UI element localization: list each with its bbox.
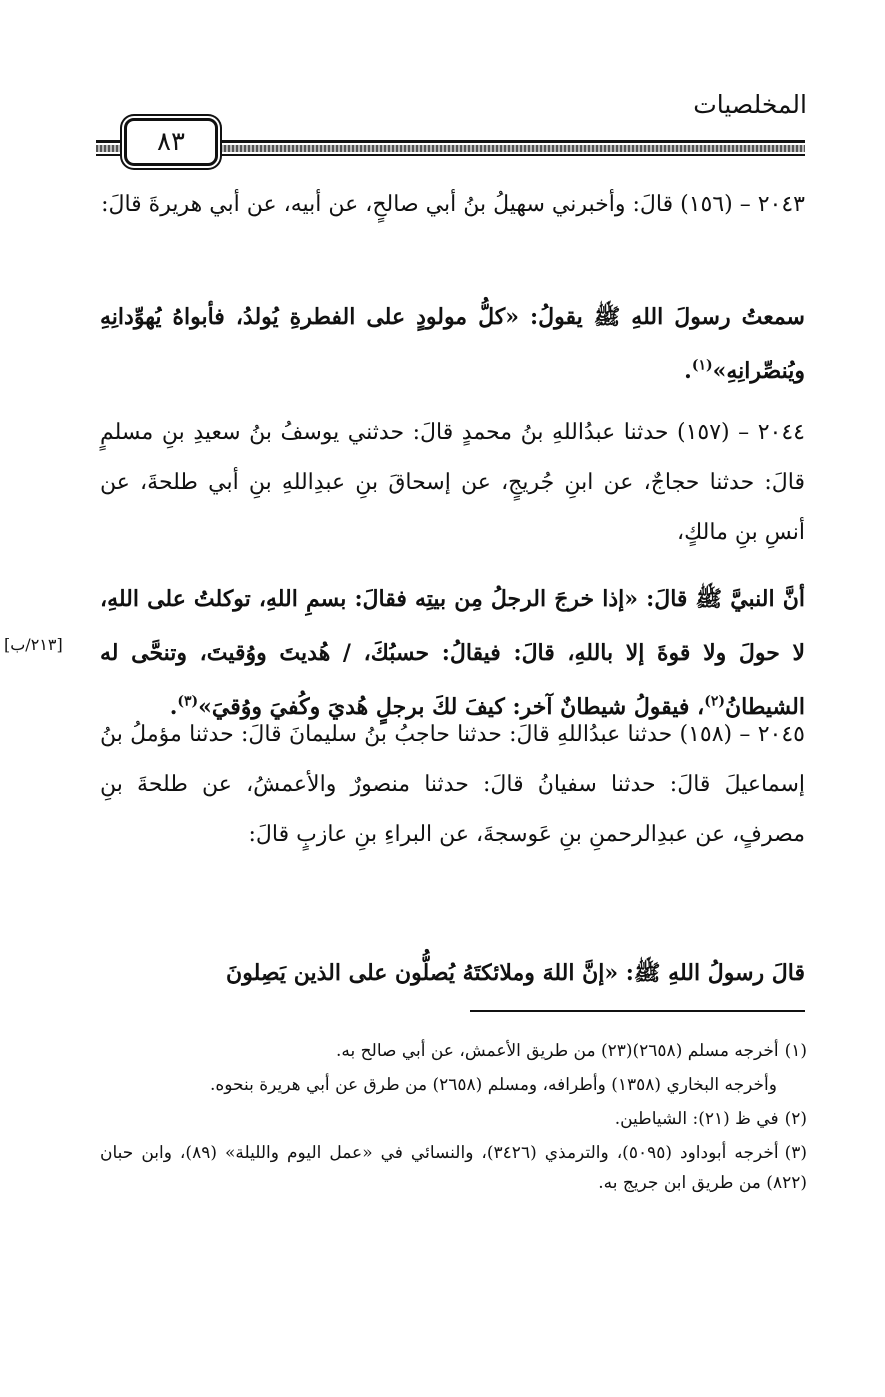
footnote-2-text: في ظ (٢١): الشياطين. — [614, 1109, 779, 1129]
manuscript-folio-note: [٢١٣/ب] — [4, 635, 63, 654]
hadith-2044-matn-part2: ، فيقولُ شيطانٌ آخر: كيفَ لكَ برجلٍ هُديَ وكُفيَ ووُقيَ» — [198, 694, 705, 720]
footnote-2 — [100, 1104, 807, 1134]
footnote-ref-1: (١) — [691, 357, 713, 374]
footnote-ref-2: (٢) — [704, 693, 725, 710]
footnotes — [100, 1036, 807, 1202]
hadith-2043 — [100, 180, 805, 230]
running-title: المخلصيات — [693, 90, 807, 119]
hadith-2043-matn-block — [100, 290, 805, 398]
footnote-1-number: (١) — [784, 1041, 807, 1061]
hadith-2044-matn: أنَّ النبيَّ ﷺ قالَ: «إذا خرجَ الرجلُ مِن بيتِه فقالَ: بسمِ اللهِ، توكلتُ على اللهِ، لا حولَ ولا قوةَ إلا باللهِ، قالَ: فيقالُ: حسبُكَ، / هُديتَ ووُقيتَ، وتنحَّى له الشيطانُ$^{(٢)}$، فيقولُ شيطانٌ آخر: كيفَ لكَ برجلٍ هُديَ وكُفيَ ووُقيَ»$^{(٣)}$. — [100, 586, 805, 720]
page-number: ٨٣ — [124, 118, 218, 166]
hadith-2044 — [100, 408, 805, 558]
hadith-2045-isnad: ٢٠٤٥ – (١٥٨) حدثنا عبدُاللهِ قالَ: حدثنا حاجبُ بنُ سليمانَ قالَ: حدثنا مؤملُ بنُ إسماعيلَ قالَ: حدثنا سفيانُ قالَ: حدثنا منصورٌ والأعمشُ، عن طلحةَ بنِ مصرفٍ، عن عبدِالرحمنِ بنِ عَوسجةَ، عن البراءِ بنِ عازبٍ قالَ: — [100, 722, 805, 847]
footnote-1-continuation: وأخرجه البخاري (١٣٥٨) وأطرافه، ومسلم (٢٦٥٨) من طرق عن أبي هريرة بنحوه. — [209, 1075, 777, 1095]
hadith-2043-matn: سمعتُ رسولَ اللهِ ﷺ يقولُ: «كلُّ مولودٍ على الفطرةِ يُولدُ، فأبواهُ يُهوِّدانِهِ ويُنصِّرانِهِ»$^{(١)}$. — [100, 304, 805, 384]
hadith-2043-isnad: ٢٠٤٣ – (١٥٦) قالَ: وأخبرني سهيلُ بنُ أبي صالحٍ، عن أبيه، عن أبي هريرةَ قالَ: — [101, 192, 805, 217]
footnote-1-text: أخرجه مسلم (٢٦٥٨)(٢٣) من طريق الأعمش، عن أبي صالح به. — [336, 1041, 779, 1061]
hadith-2045 — [100, 710, 805, 860]
hadith-2044-matn-part1: أنَّ النبيَّ ﷺ قالَ: «إذا خرجَ الرجلُ مِن بيتِه فقالَ: بسمِ اللهِ، توكلتُ على اللهِ، لا حولَ ولا قوةَ إلا باللهِ، قالَ: فيقالُ: حسبُكَ، / هُديتَ ووُقيتَ، وتنحَّى له الشيطانُ — [100, 586, 805, 720]
footnote-3 — [100, 1138, 807, 1198]
footnote-ref-3: (٣) — [177, 693, 199, 710]
hadith-2043-matn-text: سمعتُ رسولَ اللهِ ﷺ يقولُ: «كلُّ مولودٍ على الفطرةِ يُولدُ، فأبواهُ يُهوِّدانِهِ ويُنصِّرانِهِ» — [100, 304, 805, 384]
hadith-2045-matn: قالَ رسولُ اللهِ ﷺ: «إنَّ اللهَ وملائكتَهُ يُصلُّون على الذين يَصِلونَ — [226, 960, 805, 986]
footnote-2-number: (٢) — [784, 1109, 807, 1129]
footnote-3-number: (٣) — [784, 1143, 807, 1163]
footnote-separator — [470, 1010, 805, 1012]
hadith-2044-isnad: ٢٠٤٤ – (١٥٧) حدثنا عبدُاللهِ بنُ محمدٍ قالَ: حدثني يوسفُ بنُ سعيدِ بنِ مسلمٍ قالَ: حدثنا حجاجٌ، عن ابنِ جُريجٍ، عن إسحاقَ بنِ عبدِاللهِ بنِ أبي طلحةَ، عن أنسِ بنِ مالكٍ، — [100, 420, 805, 545]
hadith-2045-matn-block — [100, 946, 805, 1000]
footnote-3-text: أخرجه أبوداود (٥٠٩٥)، والترمذي (٣٤٢٦)، والنسائي في «عمل اليوم والليلة» (٨٩)، وابن حبان (٨٢٢) من طريق ابن جريج به. — [100, 1143, 807, 1193]
footnote-1 — [100, 1036, 807, 1066]
